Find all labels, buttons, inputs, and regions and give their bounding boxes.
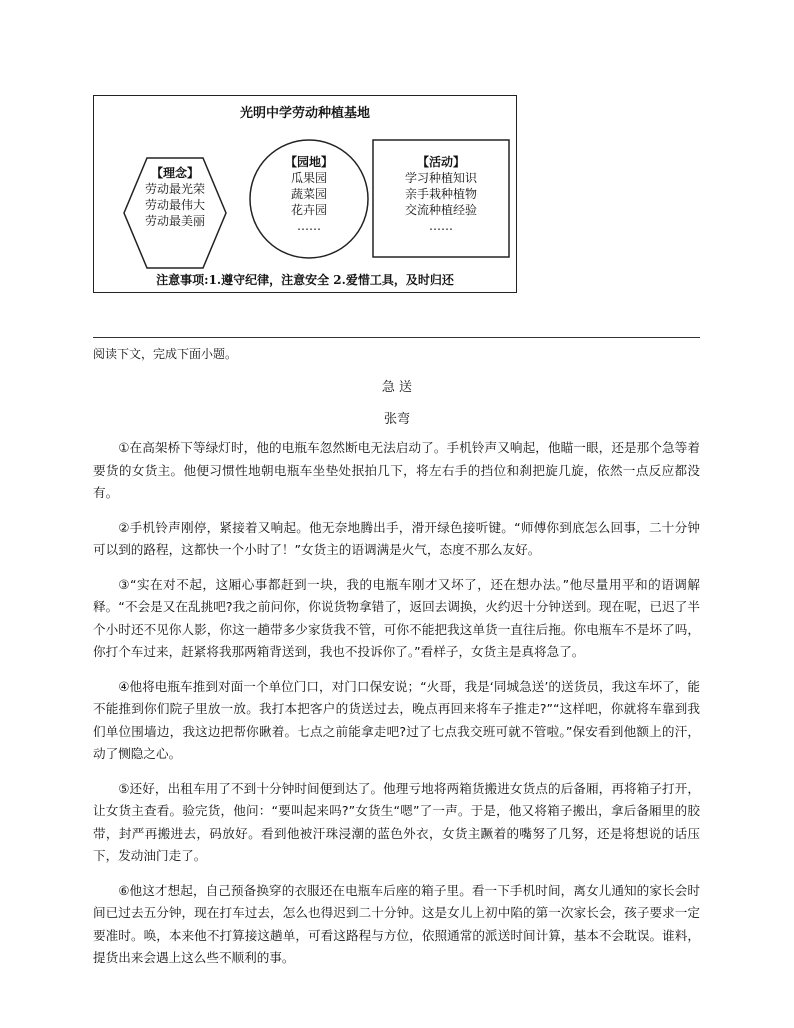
concept-line: 劳动最光荣: [144, 182, 205, 196]
concept-block: [124, 165, 226, 229]
story-paragraph: ④他将电瓶车推到对面一个单位门口，对门口保安说；“火哥，我是‘同城急送’的送货员，我这车坏了，能不能推到你们院子里放一放。我打本把客户的货送过去，晚点再回来将车子推走?”“这样吧，你就将车靠到我们单位围墙边，我这边把帮你瞅着。七点之前能拿走吧?过了七点我交班可就不管啦。”保安看到他额上的汗，动了恻隐之心。: [93, 678, 700, 761]
garden-line: 花卉园: [290, 203, 327, 217]
diagram-title: 光明中学劳动种植基地: [239, 106, 370, 121]
story-author: 张弯: [383, 412, 410, 427]
section-divider: [93, 337, 700, 338]
activity-line: 亲手栽种植物: [404, 187, 477, 201]
concept-line: 劳动最伟大: [144, 198, 205, 212]
story-title: 急 送: [381, 380, 413, 395]
story-paragraph: ⑤还好，出租车用了不到十分钟时间便到达了。他理亏地将两箱货搬进女货点的后备厢，再将箱子打开，让女货主查看。验完货，他问：“要叫起来吗?”女货生“嗯”了一声。于是，他又将箱子搬出，拿后备厢里的胶带，封严再搬进去，码放好。看到他被汗珠浸潮的蓝色外衣，女货主蹶着的嘴努了几努，还是将想说的话压下，发动油门走了。: [93, 780, 700, 863]
concept-heading: 【理念】: [150, 166, 199, 180]
concept-line: 劳动最美丽: [144, 214, 205, 228]
activity-line: ……: [429, 219, 453, 233]
story-paragraph: ③“实在对不起，这厢心事都赶到一块，我的电瓶车刚才又坏了，还在想办法。”他尽量用平和的语调解释。“不会是又在乱挑吧?我之前问你，你说货物拿错了，返回去调换，火约迟十分钟送到。现在呢，已迟了半个小时还不见你人影，你这一趟带多少家货我不管，可你不能把我这单货一直往后拖。你电瓶车不是坏了吗，你打个车过来，赶紧将我那两箱背送到，我也不投诉你了。”看样子，女货主是真将急了。: [93, 576, 700, 659]
garden-line: ……: [297, 219, 321, 233]
diagram-note: 注意事项:1.遵守纪律，注意安全 2.爱惜工具，及时归还: [156, 273, 454, 287]
garden-heading: 【园地】: [284, 155, 333, 169]
planting-base-diagram: [93, 95, 517, 293]
reading-instruction: 阅读下文，完成下面小题。: [93, 347, 238, 361]
activity-line: 学习种植知识: [404, 171, 477, 185]
activity-heading: 【活动】: [416, 155, 465, 169]
story-body: [93, 437, 700, 982]
story-paragraph: ①在高架桥下等绿灯时，他的电瓶车忽然断电无法启动了。手机铃声又响起，他瞄一眼，还是那个急等着要货的女货主。他便习惯性地朝电瓶车坐垫处抿拍几下，将左右手的挡位和刹把旋几旋，依然一点反应都没有。: [93, 440, 700, 500]
garden-line: 蔬菜园: [290, 187, 327, 201]
story-paragraph: ②手机铃声刚停，紧接着又响起。他无奈地腾出手，滑开绿色接听键。“师傅你到底怎么回事，二十分钟可以到的路程，这都快一个小时了！”女货主的语调满是火气，态度不那么友好。: [93, 519, 700, 557]
story-paragraph: ⑥他这才想起，自己预备换穿的衣服还在电瓶车后座的箱子里。看一下手机时间，离女儿通知的家长会时间已过去五分钟，现在打车过去，怎么也得迟到二十分钟。这是女儿上初中陷的第一次家长会，孩子要求一定要准时。唤，本来他不打算接这趟单，可看这路程与方位，依照通常的派送时间计算，基本不会耽误。谁料，提货出来会遇上这么些不顺利的事。: [93, 882, 700, 965]
activity-line: 交流种植经验: [404, 203, 477, 217]
garden-line: 瓜果园: [290, 171, 327, 185]
activity-block: [373, 154, 509, 234]
garden-block: [259, 154, 359, 234]
